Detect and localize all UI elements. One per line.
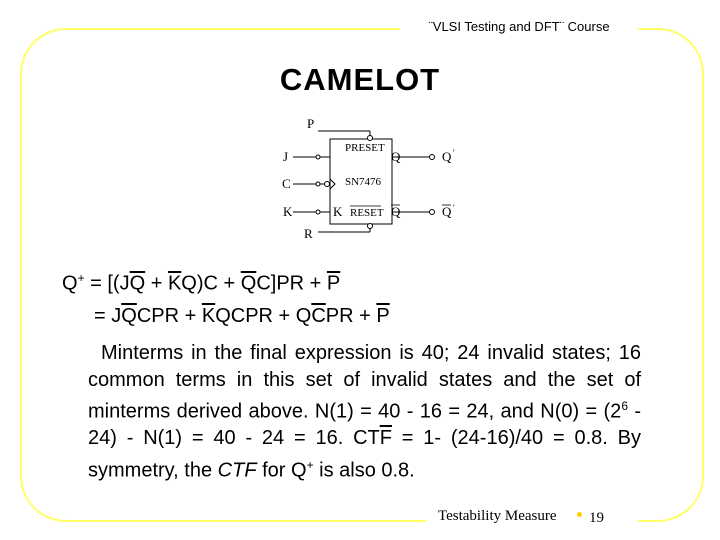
flip-flop-diagram: [270, 112, 470, 242]
q-terminal: [430, 155, 435, 160]
slide-title: CAMELOT: [279, 62, 441, 97]
qbar-terminal: [430, 210, 435, 215]
eq-lhs-sup: +: [77, 271, 85, 285]
ctf-italic: CTF: [217, 459, 257, 482]
box-reset-label: RESET: [350, 207, 384, 219]
preset-bubble: [368, 136, 373, 141]
box-k-label: K: [333, 204, 343, 219]
box-q-label: Q: [391, 149, 401, 164]
pin-j-label: J: [283, 149, 289, 164]
pin-r-label: R: [304, 226, 313, 241]
j-terminal: [316, 155, 320, 159]
box-qbar-label: Q: [391, 204, 401, 219]
body-paragraph: Minterms in the final expression is 40; 24 invalid states; 16 common terms in this set of invalid states and the set of minterms derived above. N(1) = 40 - 16 = 24, and $N(0) = (2^6 - 24) - N(1) = 40 - 24 = 16$. $CT\overline{F} = 1-$ (24-16)/40 = 0.8. By symmetry, the CTF for Q+ is also 0.8.: [88, 342, 642, 482]
out-qbar-label: Q: [442, 204, 452, 219]
c-terminal: [316, 182, 320, 186]
equation-line-1: $Q^+ = [(J\overline{Q} + \overline{K}Q)C + \overline{Q}C]PR + \overline{P}$: [62, 271, 341, 295]
out-q-label: Q: [442, 149, 452, 164]
out-qbar-prime: ': [453, 203, 455, 213]
pin-p-label: P: [307, 116, 315, 131]
footer-label: Testability Measure: [438, 508, 557, 524]
eq-lhs: Q: [62, 272, 78, 295]
box-preset-label: PRESET: [345, 142, 385, 154]
out-q-prime: ': [453, 148, 455, 158]
box-chip-label: SN7476: [345, 176, 382, 188]
course-title: ¨VLSI Testing and DFT¨ Course: [428, 19, 610, 34]
pin-k-label: K: [283, 204, 293, 219]
clock-bubble: [325, 182, 330, 187]
reset-bubble: [368, 224, 373, 229]
k-terminal: [316, 210, 320, 214]
clock-triangle: [330, 179, 335, 189]
page-number: 19: [589, 510, 604, 526]
equation-line-2: = $J\overline{Q}CPR$ + $\overline{K}QCPR + Q\overline{C}PR + \overline{P}$: [94, 305, 390, 327]
pin-c-label: C: [282, 176, 291, 191]
footer-dot: [577, 512, 582, 517]
